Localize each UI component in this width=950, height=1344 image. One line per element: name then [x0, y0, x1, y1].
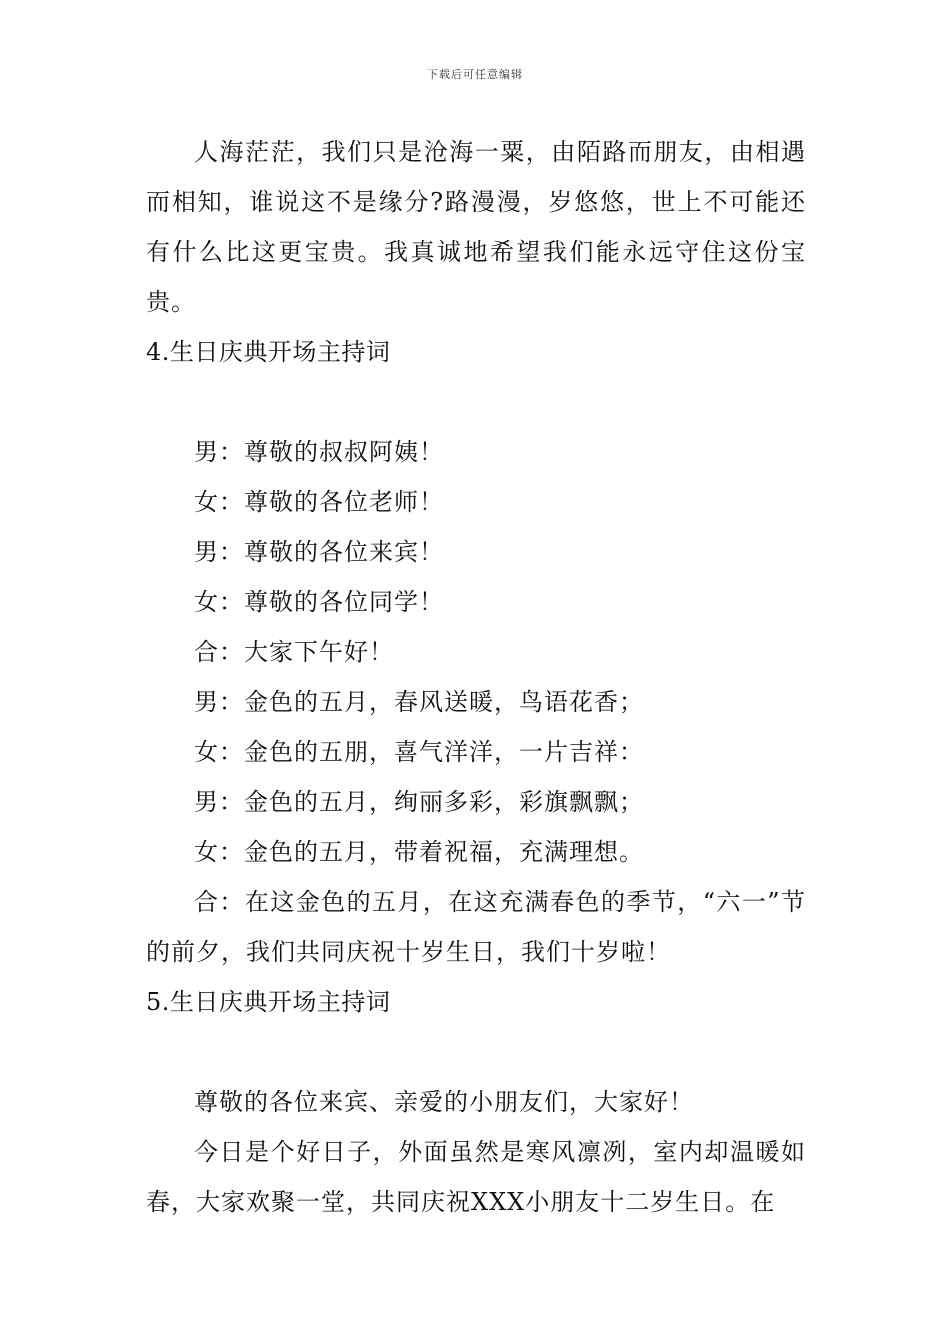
greeting-line: 尊敬的各位来宾、亲爱的小朋友们，大家好！ [194, 1088, 694, 1116]
dialog-line: 男：金色的五月，春风送暖，鸟语花香； [194, 688, 644, 716]
closing-paragraph: 合：在这金色的五月，在这充满春色的季节，“六一”节的前夕，我们共同庆祝十岁生日，我们十岁啦！ [146, 888, 806, 966]
section-heading-5: 5.生日庆典开场主持词 [146, 988, 391, 1016]
section-heading-4: 4.生日庆典开场主持词 [146, 338, 391, 366]
dialog-line: 女：金色的五朋，喜气洋洋，一片吉祥： [194, 738, 644, 766]
paragraph-section5: 今日是个好日子，外面虽然是寒风凛冽，室内却温暖如春，大家欢聚一堂，共同庆祝XXX小朋友十二岁生日。在 [146, 1138, 806, 1216]
dialog-line: 男：尊敬的叔叔阿姨！ [194, 438, 444, 466]
header-note: 下载后可任意编辑 [427, 68, 523, 81]
blank-line [146, 377, 806, 427]
dialog-line: 合：大家下午好！ [194, 638, 394, 666]
dialog-line: 女：金色的五月，带着祝福，充满理想。 [194, 838, 644, 866]
dialog-line: 男：尊敬的各位来宾！ [194, 538, 444, 566]
blank-line [146, 1027, 806, 1077]
paragraph-section3: 人海茫茫，我们只是沧海一粟，由陌路而朋友，由相遇而相知，谁说这不是缘分?路漫漫，岁悠悠，世上不可能还有什么比这更宝贵。我真诚地希望我们能永远守住这份宝贵。 [146, 138, 806, 316]
dialog-line: 女：尊敬的各位老师！ [194, 488, 444, 516]
document-body [146, 127, 806, 1227]
dialog-line: 女：尊敬的各位同学！ [194, 588, 444, 616]
dialog-line: 男：金色的五月，绚丽多彩，彩旗飘飘； [194, 788, 644, 816]
